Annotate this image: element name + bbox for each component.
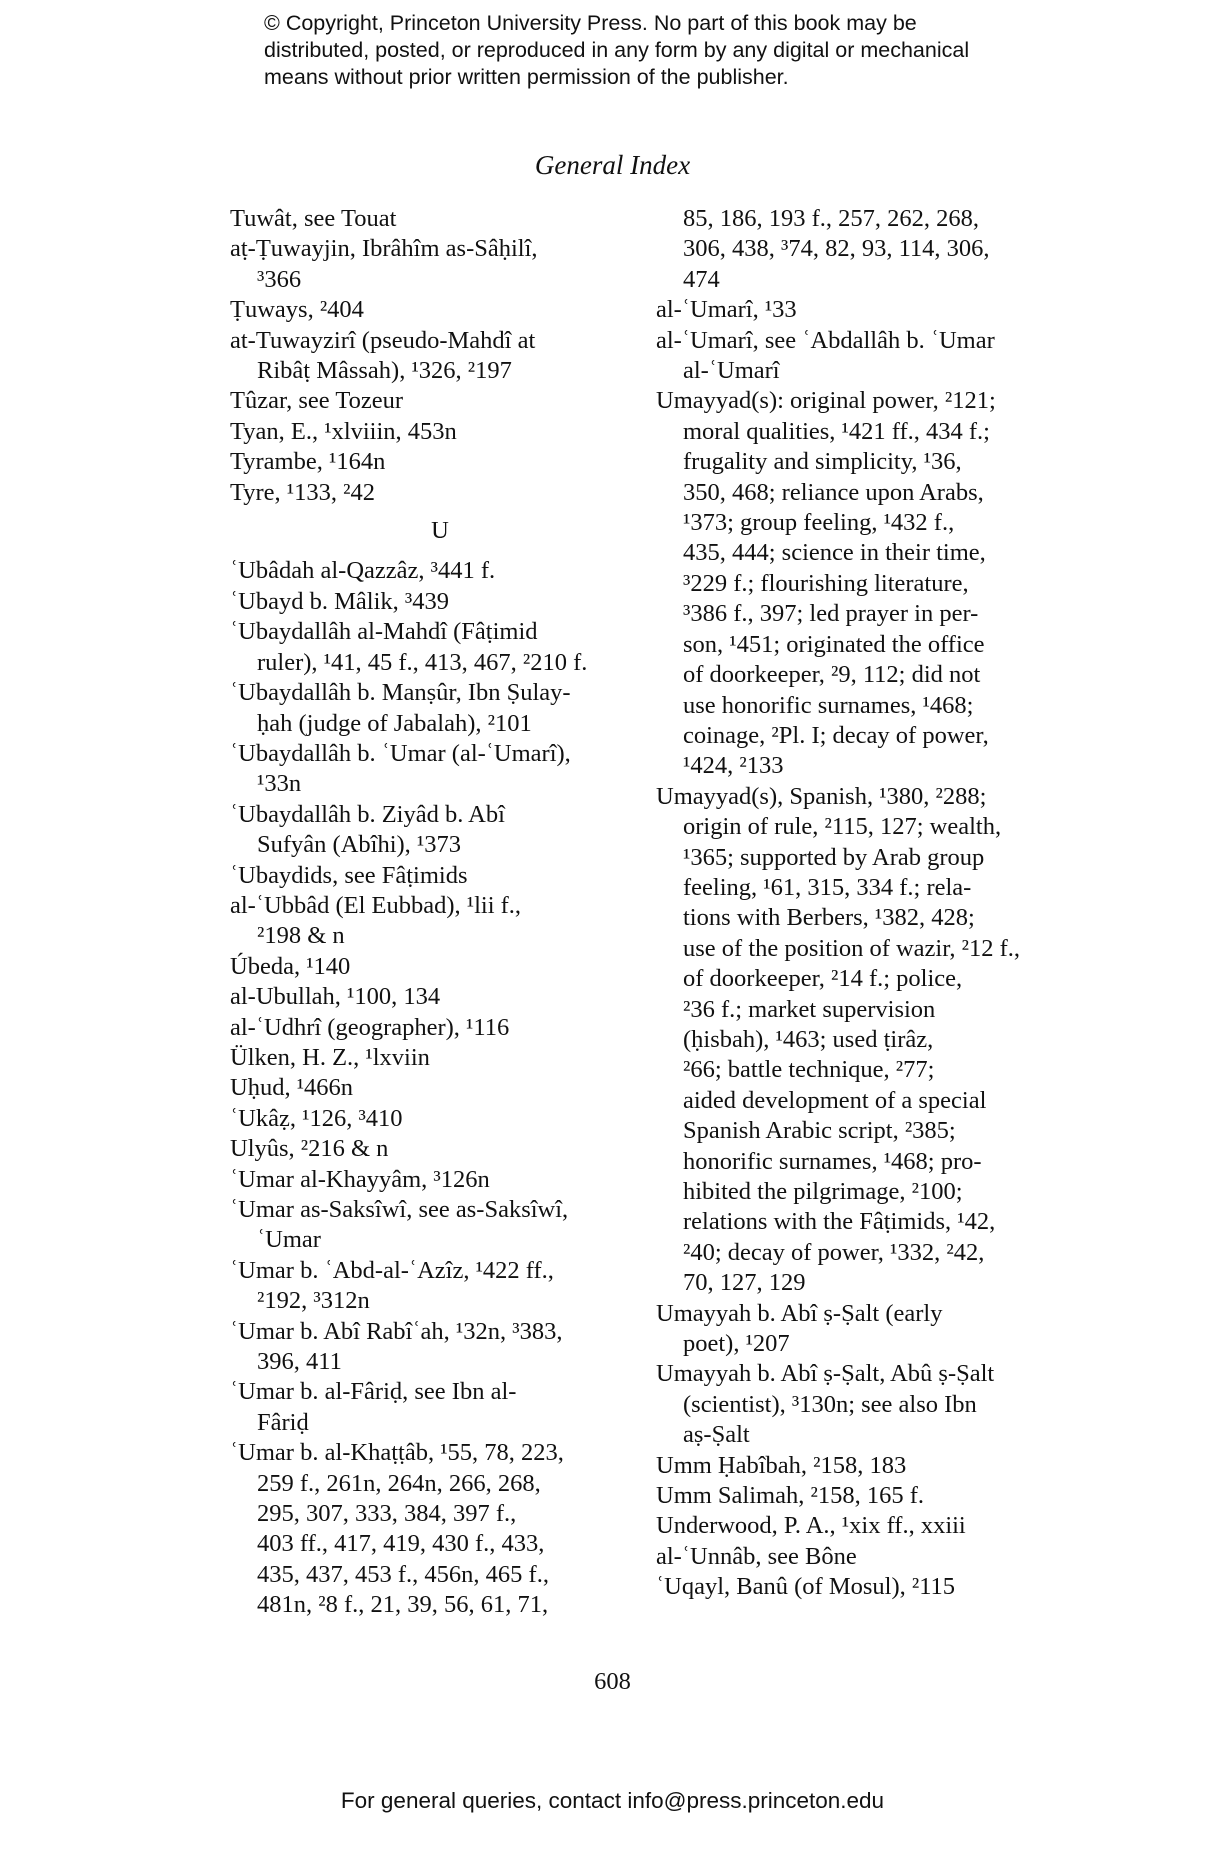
index-entry: ʿUkâẓ, ¹126, ³410 xyxy=(230,1104,403,1132)
index-entry: Underwood, P. A., ¹xix ff., xxiii xyxy=(656,1512,966,1540)
index-entry: Ülken, H. Z., ¹lxviin xyxy=(230,1043,430,1071)
index-entry: ʿUmar b. al-Khaṭṭâb, ¹55, 78, 223, 259 f., 261n, 264n, 266, 268, 295, 307, 333, 384, 397 f., 403 ff., 417, 419, 430 f., 433, 435, 437, 453 f., 456n, 465 f., 481n, ²8 f., 21, 39, 56, 61, 71, xyxy=(230,1439,564,1619)
index-entry: ʿUmar al-Khayyâm, ³126n xyxy=(230,1165,490,1193)
copyright-line-1: © Copyright, Princeton University Press. No part of this book may be xyxy=(264,11,917,35)
index-entry: ʿUmar b. al-Fâriḍ, see Ibn al- Fâriḍ xyxy=(230,1378,517,1436)
index-entry: ʿUmar b. Abî Rabîʿah, ¹32n, ³383, 396, 411 xyxy=(230,1317,563,1376)
copyright-notice xyxy=(264,10,1024,91)
index-entry-continuation: 85, 186, 193 f., 257, 262, 268, 306, 438, ³74, 82, 93, 114, 306, 474 xyxy=(683,205,990,293)
copyright-line-3: means without prior written permission of the publisher. xyxy=(264,65,789,89)
index-entry: al-ʿUbbâd (El Eubbad), ¹lii f., ²198 & n xyxy=(230,891,522,950)
index-entry: ʿUmar b. ʿAbd-al-ʿAzîz, ¹422 ff., ²192, ³312n xyxy=(230,1256,554,1315)
index-entry: Umayyad(s): original power, ²121; moral qualities, ¹421 ff., 434 f.; frugality and simplicity, ¹36, 350, 468; reliance upon Arabs, ¹373; group feeling, ¹432 f., 435, 444; science in their time, ³229 f.; flourishing literature, ³386 f., 397; led prayer in per- son, ¹451; originated the office of doorkeeper, ²9, 112; did not use honorific surnames, ¹468; coinage, ²Pl. I; decay of power, ¹424, ²133 xyxy=(656,387,996,780)
index-entry: ʿUbaydallâh b. Ziyâd b. Abî Sufyân (Abîhi), ¹373 xyxy=(230,800,505,859)
page-title: General Index xyxy=(534,150,691,180)
copyright-line-2: distributed, posted, or reproduced in any form by any digital or mechanical xyxy=(264,38,970,62)
index-entry: Ulyûs, ²216 & n xyxy=(230,1135,389,1163)
index-entry: aṭ-Ṭuwayjin, Ibrâhîm as-Sâḥilî, ³366 xyxy=(230,235,538,293)
index-entry: al-Ubullah, ¹100, 134 xyxy=(230,983,441,1011)
index-entry: Umayyah b. Abî ṣ-Ṣalt (early poet), ¹207 xyxy=(656,1299,943,1358)
index-entry: ʿUbayd b. Mâlik, ³439 xyxy=(230,587,449,615)
index-entry: ʿUbaydallâh b. Manṣûr, Ibn Ṣulay- ḥah (judge of Jabalah), ²101 xyxy=(230,679,571,737)
index-entry: ʿUmar as-Saksîwî, see as-Saksîwî, ʿUmar xyxy=(230,1196,569,1254)
index-entry: al-ʿUdhrî (geographer), ¹116 xyxy=(230,1013,510,1041)
index-entry: ʿUbâdah al-Qazzâz, ³441 f. xyxy=(230,557,496,585)
index-column-left xyxy=(230,204,650,1621)
index-column-right xyxy=(656,204,1086,1603)
index-entry: al-ʿUmarî, see ʿAbdallâh b. ʿUmar al-ʿUmarî xyxy=(656,326,995,385)
index-entry: Umayyad(s), Spanish, ¹380, ²288; origin of rule, ²115, 127; wealth, ¹365; supported by Arab group feeling, ¹61, 315, 334 f.; rela- tions with Berbers, ¹382, 428; use of the position of wazir, ²12 f., of doorkeeper, ²14 f.; police, ²36 f.; market supervision (ḥisbah), ¹463; used ṭirâz, ²66; battle technique, ²77; aided development of a special Spanish Arabic script, ²385; honorific surnames, ¹468; pro- hibited the pilgrimage, ²100; relations with the Fâṭimids, ¹42, ²40; decay of power, ¹332, ²42, 70, 127, 129 xyxy=(656,782,1021,1297)
index-entry: ʿUqayl, Banû (of Mosul), ²115 xyxy=(656,1573,956,1601)
index-entry: Umm Salimah, ²158, 165 f. xyxy=(656,1482,924,1510)
index-entry: Úbeda, ¹140 xyxy=(230,952,351,980)
index-entry: al-ʿUmarî, ¹33 xyxy=(656,296,797,324)
page-number: 608 xyxy=(594,1668,631,1695)
index-entry: Ṭuways, ²404 xyxy=(230,296,364,324)
index-entry: ʿUbaydallâh al-Mahdî (Fâṭimid ruler), ¹41, 45 f., 413, 467, ²210 f. xyxy=(230,618,588,676)
index-entry: Umm Ḥabîbah, ²158, 183 xyxy=(656,1451,907,1479)
index-entry: Umayyah b. Abî ṣ-Ṣalt, Abû ṣ-Ṣalt (scientist), ³130n; see also Ibn aṣ-Ṣalt xyxy=(656,1360,995,1449)
index-entry: at-Tuwayzirî (pseudo-Mahdî at Ribâṭ Mâssah), ¹326, ²197 xyxy=(230,326,536,385)
index-entry: ʿUbaydids, see Fâṭimids xyxy=(230,861,468,889)
index-entry: Tyan, E., ¹xlviiin, 453n xyxy=(230,417,457,445)
index-entry: Tyre, ¹133, ²42 xyxy=(230,478,375,506)
index-entry: Tuwât, see Touat xyxy=(230,205,397,232)
index-entry: Uḥud, ¹466n xyxy=(230,1074,354,1102)
footer-contact: For general queries, contact info@press.princeton.edu xyxy=(340,1788,885,1813)
section-heading: U xyxy=(431,517,449,545)
index-entry: al-ʿUnnâb, see Bône xyxy=(656,1542,857,1570)
index-entry: Tyrambe, ¹164n xyxy=(230,448,386,476)
index-entry: Tûzar, see Tozeur xyxy=(230,387,404,415)
index-entry: ʿUbaydallâh b. ʿUmar (al-ʿUmarî), ¹33n xyxy=(230,739,571,798)
